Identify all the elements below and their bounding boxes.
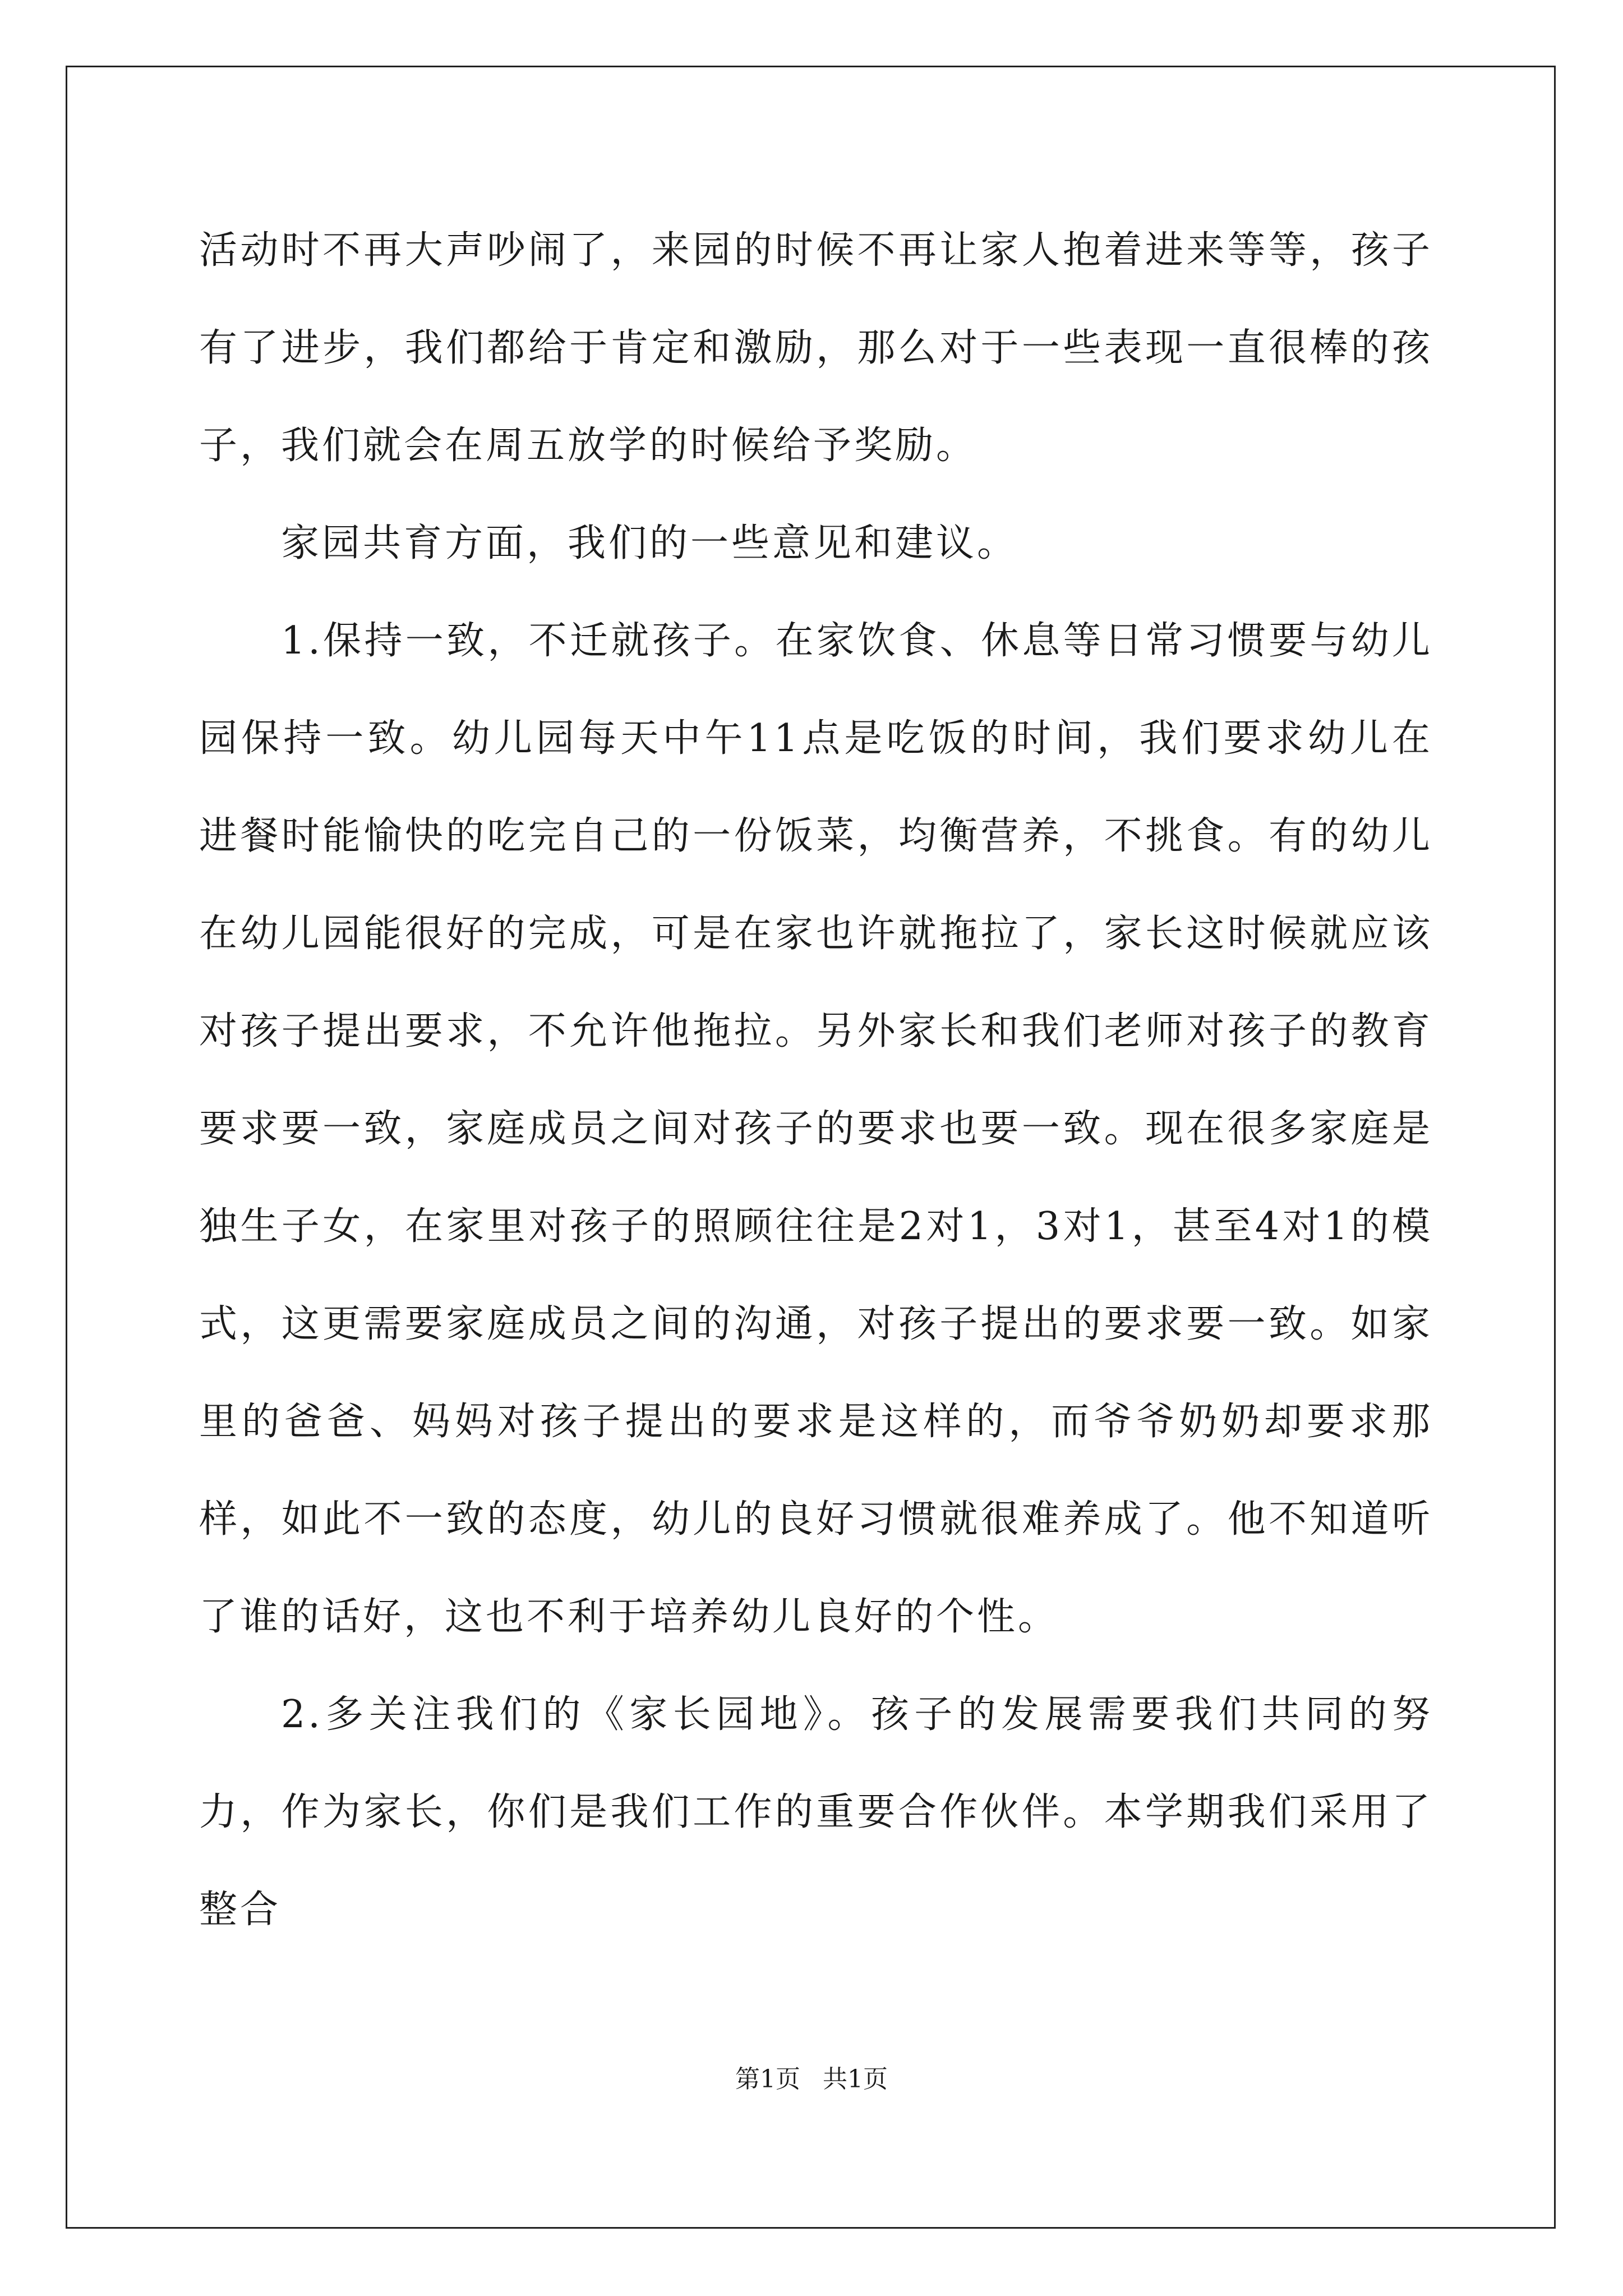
paragraph-4: 2.多关注我们的《家长园地》。孩子的发展需要我们共同的努力，作为家长，你们是我们工作的重要合作伙伴。本学期我们采用了整合 [199,1692,1433,1932]
paragraph-3: 1.保持一致，不迁就孩子。在家饮食、休息等日常习惯要与幼儿园保持一致。幼儿园每天中午11点是吃饭的时间，我们要求幼儿在进餐时能愉快的吃完自己的一份饭菜，均衡营养，不挑食。有的幼儿在幼儿园能很好的完成，可是在家也许就拖拉了，家长这时候就应该对孩子提出要求，不允许他拖拉。另外家长和我们老师对孩子的教育要求要一致，家庭成员之间对孩子的要求也要一致。现在很多家庭是独生子女，在家里对孩子的照顾往往是2对1，3对1，甚至4对1的模式，这更需要家庭成员之间的沟通，对孩子提出的要求要一致。如家里的爸爸、妈妈对孩子提出的要求是这样的，而爷爷奶奶却要求那样，如此不一致的态度，幼儿的良好习惯就很难养成了。他不知道听了谁的话好，这也不利于培养幼儿良好的个性。 [199,619,1433,1639]
paragraph-1: 活动时不再大声吵闹了，来园的时候不再让家人抱着进来等等，孩子有了进步，我们都给于肯定和激励，那么对于一些表现一直很棒的孩子，我们就会在周五放学的时候给予奖励。 [199,228,1433,468]
page-footer [0,2059,1623,2095]
document-body [199,202,1433,1959]
page-number: 第1页 [735,2065,800,2093]
page-total: 共1页 [823,2065,888,2093]
paragraph-2: 家园共育方面，我们的一些意见和建议。 [281,521,1018,565]
